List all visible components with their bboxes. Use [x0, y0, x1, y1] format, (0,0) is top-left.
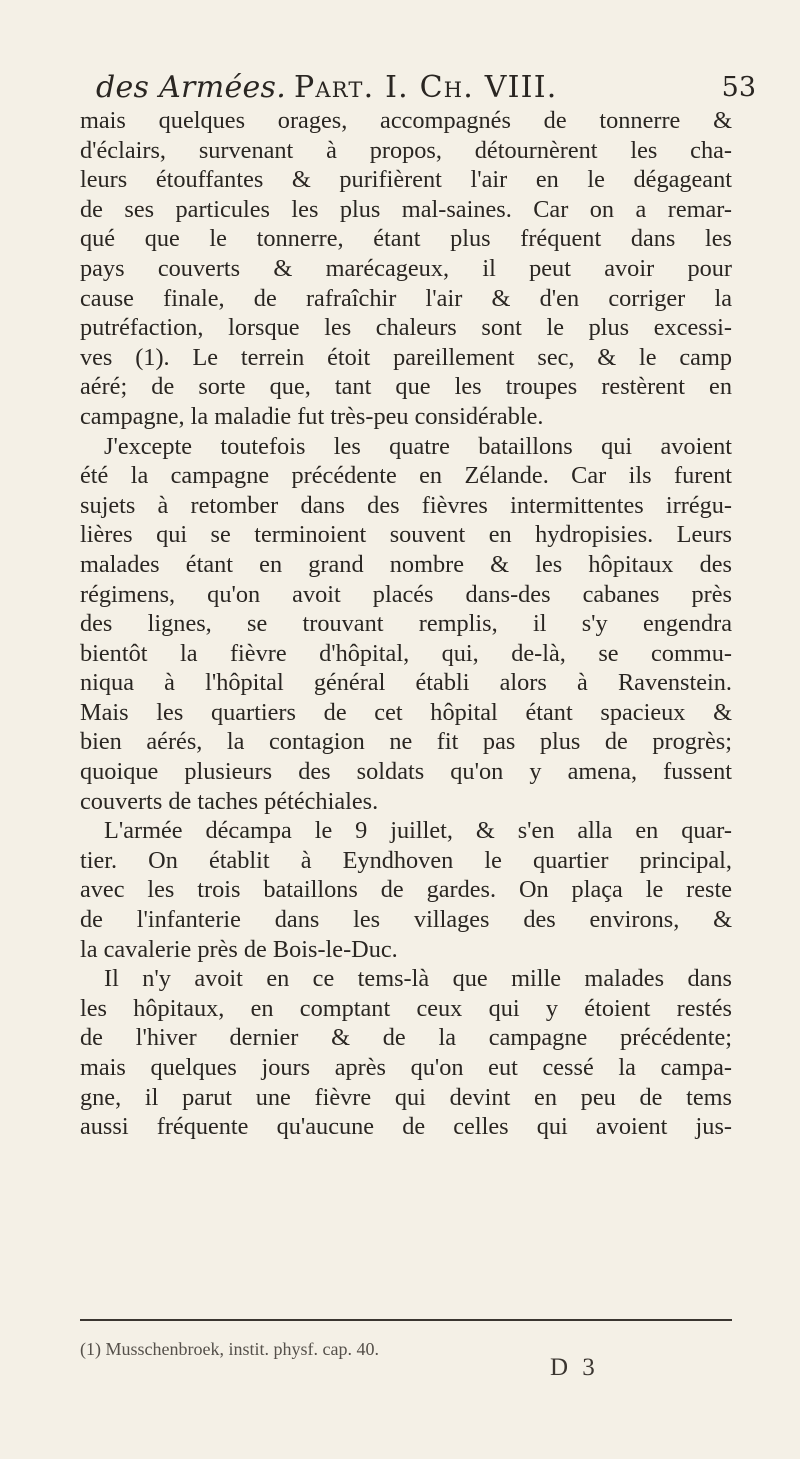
text-line: les hôpitaux, en comptant ceux qui y étoient restés [80, 994, 732, 1022]
text-line: été la campagne précédente en Zélande. Car ils furent [80, 462, 732, 490]
text-line: bien aérés, la contagion ne fit pas plus de progrès; [80, 728, 732, 756]
text-line: de l'infanterie dans les villages des environs, & [80, 906, 732, 934]
text-line: d'éclairs, survenant à propos, détournèrent les cha- [80, 136, 732, 164]
text-line: couverts de taches pétéchiales. [80, 787, 379, 815]
text-line: aussi fréquente qu'aucune de celles qui avoient jus- [80, 1113, 732, 1141]
text-line: Il n'y avoit en ce tems-là que mille malades dans [104, 965, 732, 993]
running-title: des Armées. [96, 70, 287, 105]
text-line: gne, il parut une fièvre qui devint en peu de tems [80, 1083, 732, 1111]
text-line: J'excepte toutefois les quatre bataillons qui avoient [104, 432, 732, 460]
text-line: de ses particules les plus mal-saines. Car on a remar- [80, 195, 732, 223]
text-line: aéré; de sorte que, tant que les troupes restèrent en [80, 373, 732, 401]
text-line: Mais les quartiers de cet hôpital étant spacieux & [80, 698, 732, 726]
text-line: sujets à retomber dans des fièvres intermittentes irrégu- [80, 491, 732, 519]
text-line: campagne, la maladie fut très-peu considérable. [80, 402, 544, 430]
text-line: mais quelques jours après qu'on eut cessé la campa- [80, 1054, 732, 1081]
text-line: lières qui se terminoient souvent en hydropisies. Leurs [80, 521, 732, 549]
text-line: quoique plusieurs des soldats qu'on y amena, fussent [80, 758, 732, 786]
text-line: niqua à l'hôpital général établi alors à Ravenstein. [80, 669, 732, 697]
signature-mark: D 3 [550, 1354, 599, 1381]
text-line: malades étant en grand nombre & les hôpitaux des [80, 550, 732, 578]
text-line: L'armée décampa le 9 juillet, & s'en alla en quar- [104, 817, 732, 845]
text-line: bientôt la fièvre d'hôpital, qui, de-là, se commu- [80, 639, 732, 667]
body-text [80, 106, 732, 1142]
page-number: 53 [721, 72, 756, 103]
text-line: tier. On établit à Eyndhoven le quartier principal, [80, 846, 732, 874]
text-line: putréfaction, lorsque les chaleurs sont le plus excessi- [80, 314, 732, 342]
part-chapter-label: Part. I. Ch. VIII. [294, 70, 558, 105]
text-line: la cavalerie près de Bois-le-Duc. [80, 935, 398, 963]
text-line: cause finale, de rafraîchir l'air & d'en corriger la [80, 284, 732, 312]
text-line: avec les trois bataillons de gardes. On plaça le reste [80, 876, 732, 904]
text-line: des lignes, se trouvant remplis, il s'y engendra [80, 610, 732, 638]
text-line: ves (1). Le terrein étoit pareillement sec, & le camp [80, 343, 732, 371]
footnote-divider [80, 1319, 732, 1321]
running-header [96, 66, 756, 110]
text-line: pays couverts & marécageux, il peut avoir pour [80, 254, 732, 282]
text-line: qué que le tonnerre, étant plus fréquent dans les [80, 225, 732, 253]
text-line: de l'hiver dernier & de la campagne précédente; [80, 1024, 732, 1052]
text-line: régimens, qu'on avoit placés dans-des cabanes près [80, 580, 732, 608]
footnote: (1) Musschenbroek, instit. physf. cap. 40. [80, 1339, 379, 1359]
text-line: leurs étouffantes & purifièrent l'air en le dégageant [80, 166, 732, 194]
text-line: mais quelques orages, accompagnés de tonnerre & [80, 107, 732, 134]
